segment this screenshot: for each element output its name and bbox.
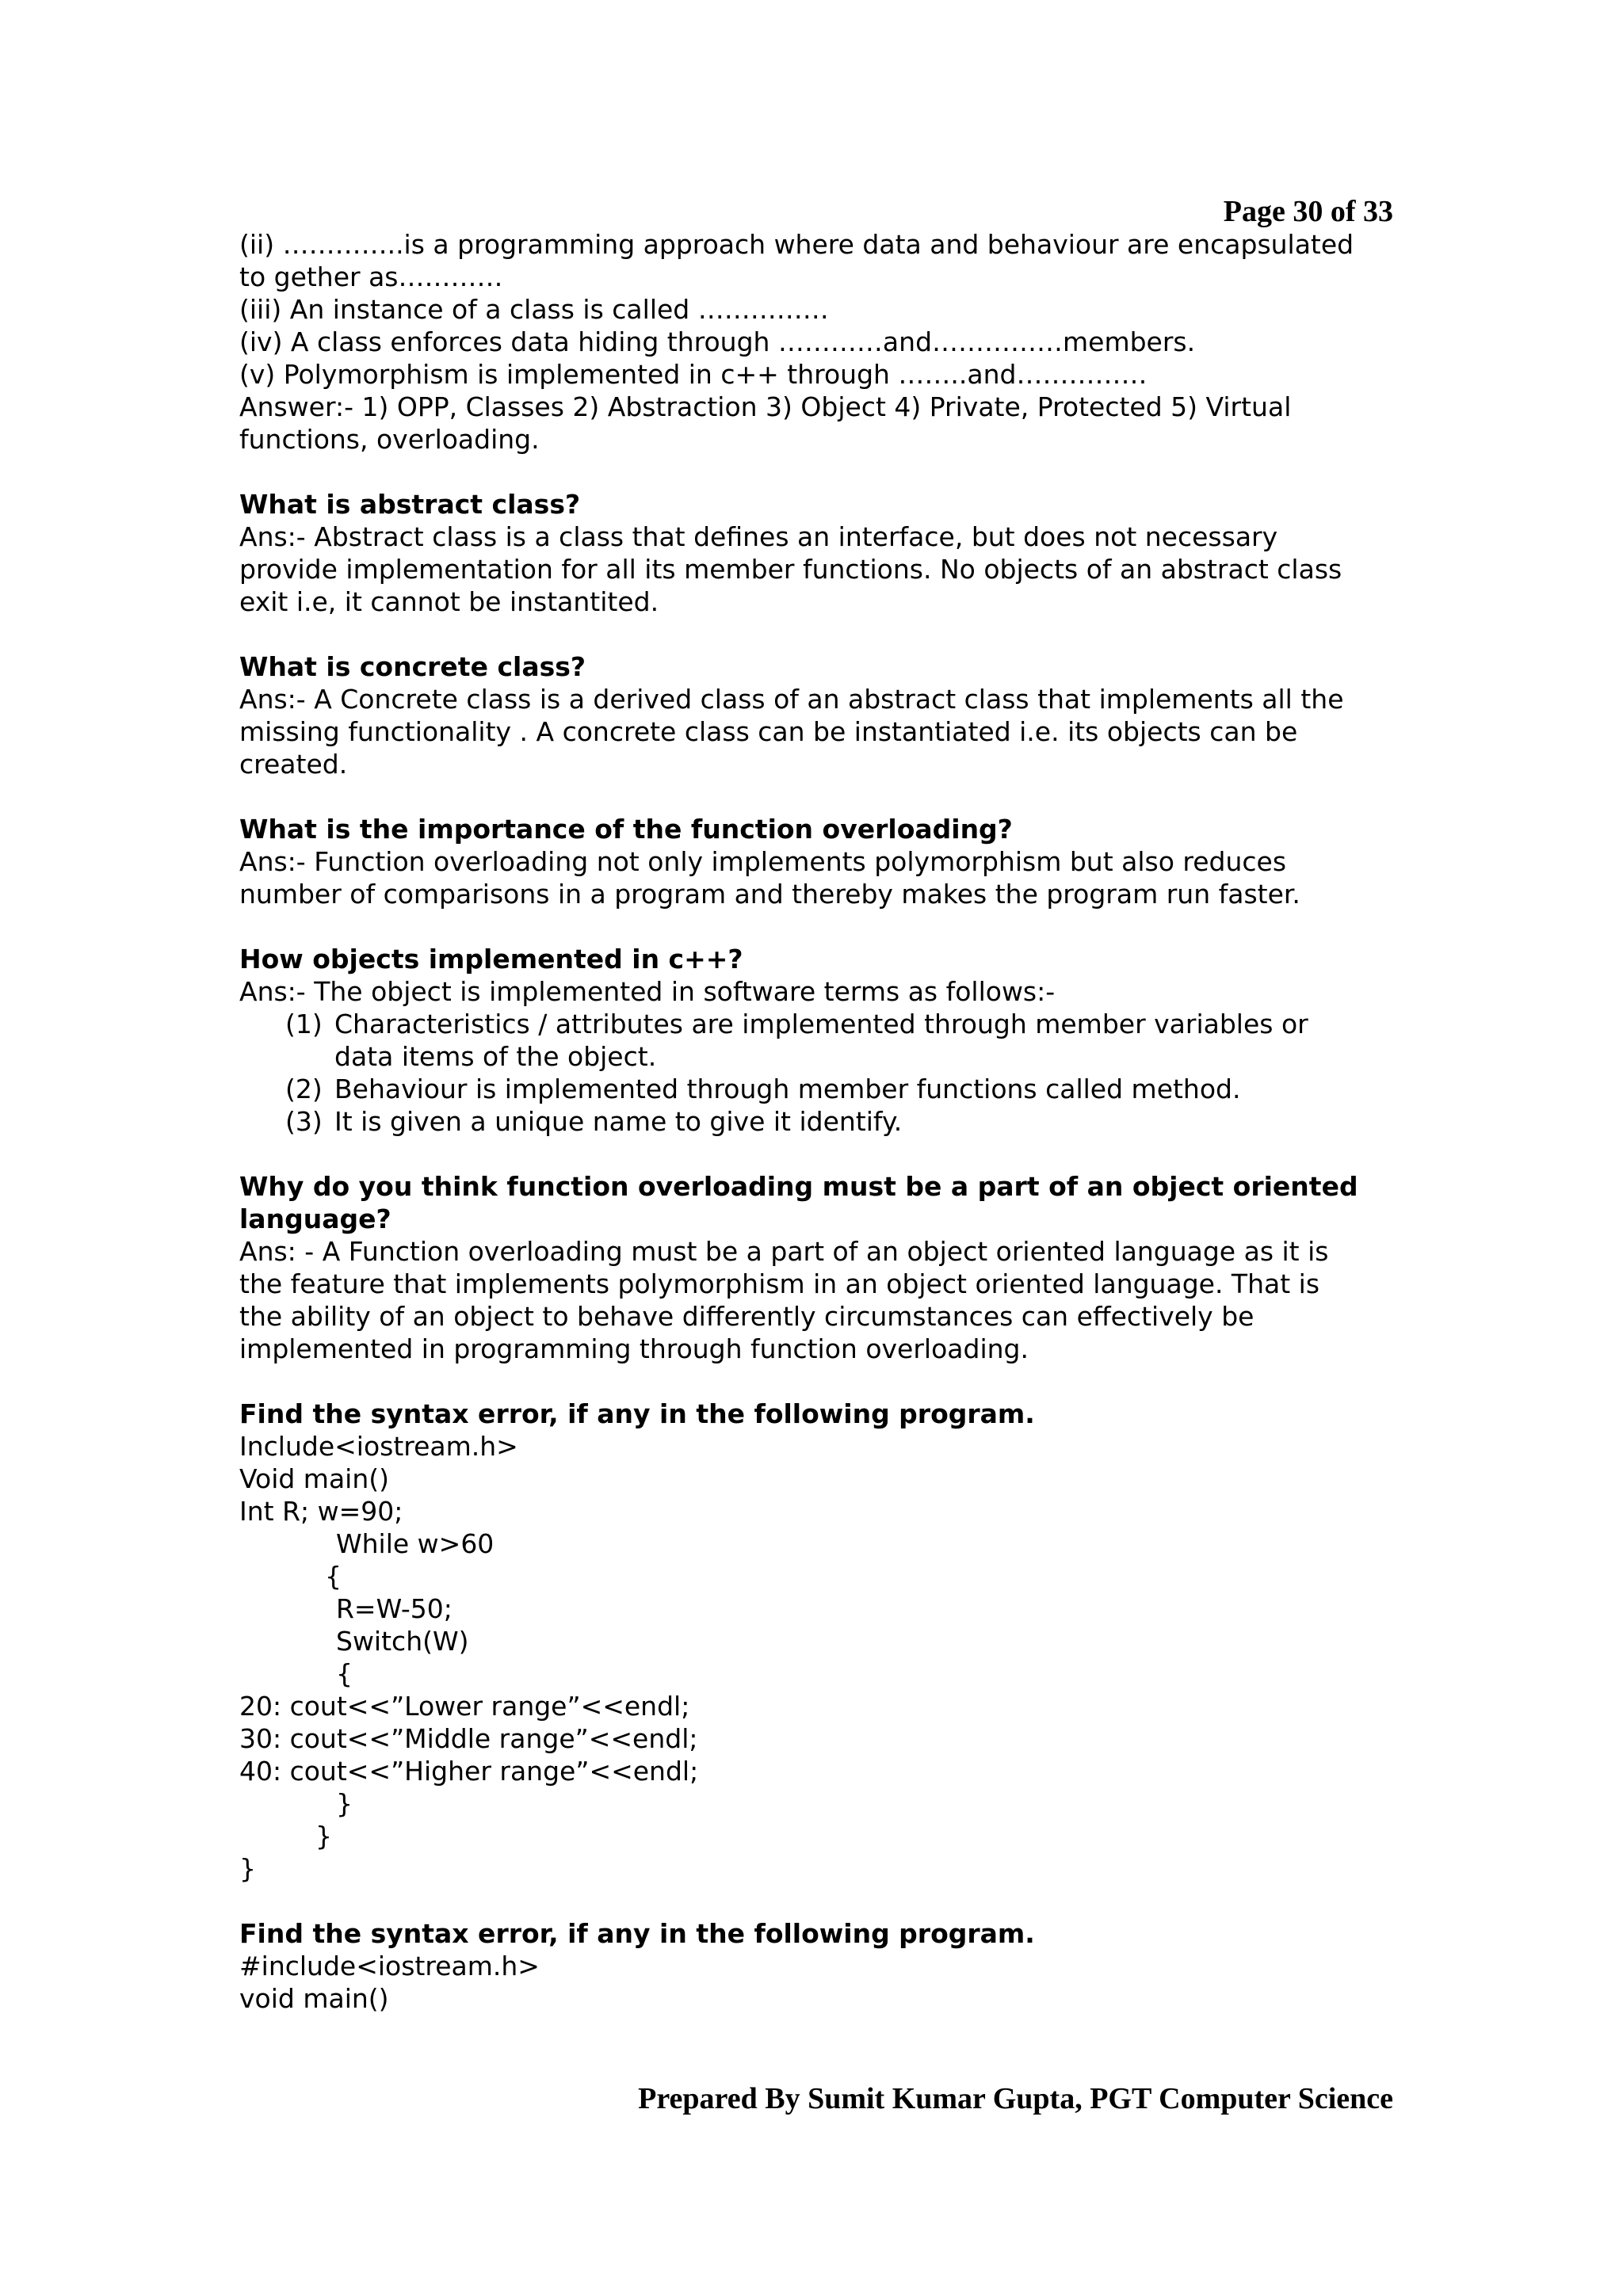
fill-blank-line: (v) Polymorphism is implemented in c++ through ……..and…………… — [239, 359, 1148, 390]
list-item-text: Characteristics / attributes are implemented through member variables or — [334, 1009, 1308, 1039]
answer-line: the feature that implements polymorphism in an object oriented language. That is — [239, 1268, 1320, 1299]
list-number: (2) — [285, 1074, 323, 1104]
page-footer: Prepared By Sumit Kumar Gupta, PGT Computer Science — [638, 2082, 1393, 2115]
list-item — [239, 1073, 1396, 1105]
code-line: While w>60 — [336, 1528, 495, 1559]
answer-line: implemented in programming through function overloading. — [239, 1333, 1029, 1364]
code-line: 20: cout<<”Lower range”<<endl; — [239, 1691, 690, 1722]
code-line: void main() — [239, 1983, 389, 2014]
page-number: Page 30 of 33 — [1223, 195, 1393, 228]
answer-line: number of comparisons in a program and thereby makes the program run faster. — [239, 879, 1300, 910]
question-heading: What is the importance of the function overloading? — [239, 814, 1013, 845]
page-content — [239, 228, 1396, 2015]
qa-abstract-class — [239, 488, 1396, 618]
list-number: (1) — [285, 1009, 323, 1039]
syntax-error-program-2 — [239, 1917, 1396, 2015]
fill-blank-line: to gether as………… — [239, 261, 503, 292]
code-line: R=W-50; — [336, 1593, 453, 1624]
answer-line: provide implementation for all its member functions. No objects of an abstract class — [239, 554, 1342, 585]
question-heading: language? — [239, 1203, 391, 1234]
code-line: } — [239, 1853, 256, 1884]
code-line: { — [336, 1658, 353, 1689]
question-heading: How objects implemented in c++? — [239, 944, 743, 974]
list-item-text: data items of the object. — [334, 1041, 657, 1072]
qa-function-overloading-importance — [239, 813, 1396, 910]
fill-blanks-section — [239, 228, 1396, 456]
question-heading: Find the syntax error, if any in the following program. — [239, 1918, 1035, 1949]
answer-line: created. — [239, 749, 348, 780]
list-item — [239, 1008, 1396, 1073]
answer-line: Ans:- The object is implemented in software terms as follows:- — [239, 976, 1056, 1007]
answer-line: exit i.e, it cannot be instantited. — [239, 586, 659, 617]
answer-line: Answer:- 1) OPP, Classes 2) Abstraction 3) Object 4) Private, Protected 5) Virtual — [239, 391, 1292, 422]
code-line: Switch(W) — [336, 1626, 469, 1657]
syntax-error-program-1 — [239, 1398, 1396, 1885]
question-heading: What is abstract class? — [239, 489, 581, 520]
list-item-text: It is given a unique name to give it identify. — [334, 1106, 903, 1137]
fill-blank-line: (iii) An instance of a class is called …………… — [239, 294, 829, 325]
answer-line: missing functionality . A concrete class can be instantiated i.e. its objects can be — [239, 716, 1298, 747]
answer-line: Ans:- Abstract class is a class that defines an interface, but does not necessary — [239, 521, 1278, 552]
fill-blank-line: (iv) A class enforces data hiding through …………and……………members. — [239, 326, 1196, 357]
list-item-text: Behaviour is implemented through member functions called method. — [334, 1074, 1241, 1104]
answer-line: Ans:- A Concrete class is a derived class of an abstract class that implements all the — [239, 684, 1344, 715]
code-line: } — [336, 1788, 353, 1819]
answer-line: Ans: - A Function overloading must be a part of an object oriented language as it is — [239, 1236, 1329, 1267]
answer-line: Ans:- Function overloading not only implements polymorphism but also reduces — [239, 846, 1287, 877]
list-item — [239, 1105, 1396, 1138]
question-heading: What is concrete class? — [239, 651, 586, 682]
code-line: } — [315, 1821, 332, 1852]
answer-line: the ability of an object to behave differently circumstances can effectively be — [239, 1301, 1254, 1332]
qa-concrete-class — [239, 650, 1396, 780]
code-line: { — [325, 1561, 342, 1592]
question-heading: Find the syntax error, if any in the following program. — [239, 1398, 1035, 1429]
code-line: 30: cout<<”Middle range”<<endl; — [239, 1723, 698, 1754]
code-line: 40: cout<<”Higher range”<<endl; — [239, 1756, 699, 1787]
code-line: Void main() — [239, 1463, 390, 1494]
fill-blank-line: (ii) …………..is a programming approach where data and behaviour are encapsulated — [239, 229, 1354, 260]
qa-overloading-oop — [239, 1170, 1396, 1365]
numbered-list — [239, 1008, 1396, 1138]
answer-line: functions, overloading. — [239, 424, 540, 455]
question-heading: Why do you think function overloading must be a part of an object oriented — [239, 1171, 1358, 1202]
code-line: Include<iostream.h> — [239, 1431, 518, 1462]
list-number: (3) — [285, 1106, 323, 1137]
qa-objects-implemented — [239, 943, 1396, 1138]
code-line: Int R; w=90; — [239, 1496, 403, 1527]
code-line: #include<iostream.h> — [239, 1951, 540, 1981]
